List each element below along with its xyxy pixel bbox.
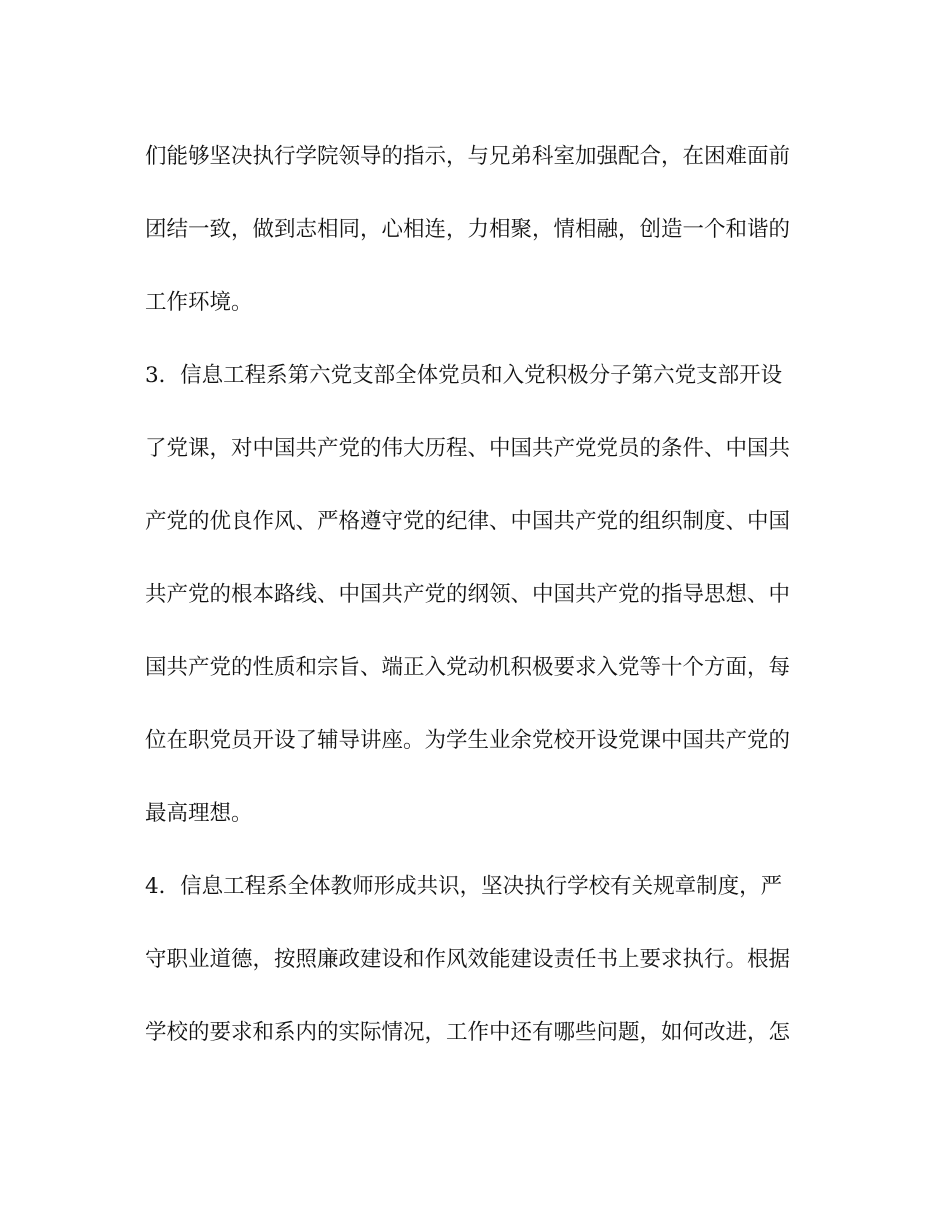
text-line: 位在职党员开设了辅导讲座。为学生业余党校开设党课中国共产党的 <box>145 728 791 753</box>
text-line: 守职业道德，按照廉政建设和作风效能建设责任书上要求执行。根据 <box>145 947 791 972</box>
text-line: 3．信息工程系第六党支部全体党员和入党积极分子第六党支部开设 <box>145 363 783 388</box>
text-line: 学校的要求和系内的实际情况，工作中还有哪些问题，如何改进，怎 <box>145 1020 791 1045</box>
text-line: 最高理想。 <box>145 801 253 826</box>
text-line: 们能够坚决执行学院领导的指示，与兄弟科室加强配合，在困难面前 <box>145 144 791 169</box>
text-line: 团结一致，做到志相同，心相连，力相聚，情相融，创造一个和谐的 <box>145 217 791 242</box>
text-line: 工作环境。 <box>145 290 253 315</box>
text-line: 共产党的根本路线、中国共产党的纲领、中国共产党的指导思想、中 <box>145 582 791 607</box>
text-line: 4．信息工程系全体教师形成共识，坚决执行学校有关规章制度，严 <box>145 874 783 899</box>
text-line: 了党课，对中国共产党的伟大历程、中国共产党党员的条件、中国共 <box>145 436 791 461</box>
document-body <box>145 137 805 1086</box>
text-line: 国共产党的性质和宗旨、端正入党动机积极要求入党等十个方面，每 <box>145 655 791 680</box>
text-line: 产党的优良作风、严格遵守党的纪律、中国共产党的组织制度、中国 <box>145 509 791 534</box>
